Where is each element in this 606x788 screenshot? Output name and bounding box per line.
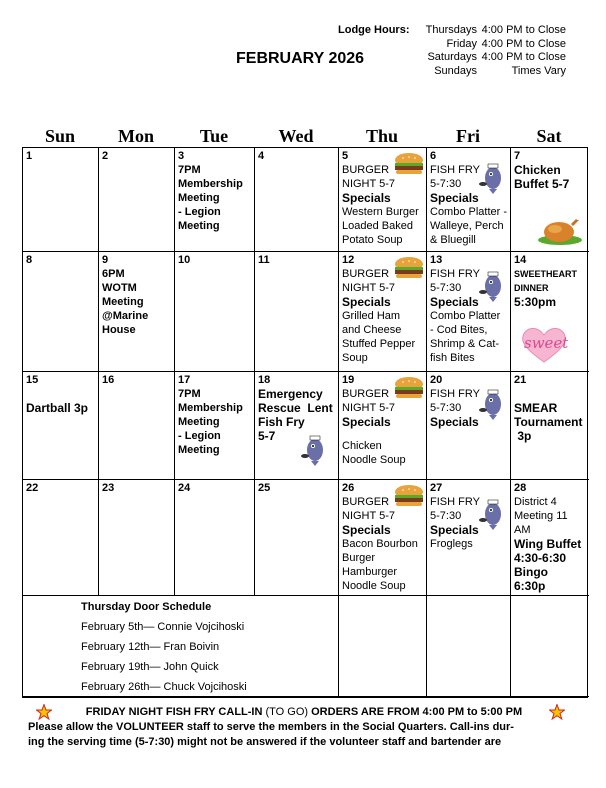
event-text: Fish Fry	[258, 415, 305, 429]
specials-label: Specials	[430, 415, 479, 429]
event-text: 6PM	[102, 268, 125, 280]
event-text: BURGER	[342, 388, 390, 400]
day-cell-3	[175, 148, 255, 252]
special-item: Soup	[342, 352, 368, 364]
day-cell-20	[427, 372, 511, 480]
event-text: House	[102, 324, 136, 336]
day-number: 21	[514, 374, 527, 386]
day-number: 4	[258, 150, 265, 162]
hours-day: Friday	[446, 37, 477, 50]
empty-cell	[339, 596, 427, 697]
day-cell-5	[339, 148, 427, 252]
day-number: 12	[342, 254, 355, 266]
event-text: Chicken	[514, 163, 561, 177]
footer-notice	[28, 705, 574, 750]
special-item: Grilled Ham	[342, 310, 401, 322]
special-item: Western Burger	[342, 206, 419, 218]
day-cell-6	[427, 148, 511, 252]
calendar-grid	[22, 147, 588, 698]
event-text: FISH FRY	[430, 268, 480, 280]
fish-chef-icon	[479, 162, 507, 194]
special-item: Hamburger	[342, 566, 398, 578]
event-text: 7PM	[178, 388, 201, 400]
day-cell-1	[23, 148, 99, 252]
event-text: NIGHT 5-7	[342, 178, 395, 190]
event-text: 5-7	[258, 429, 276, 443]
day-number: 22	[26, 482, 39, 494]
event-text: SMEAR	[514, 401, 558, 415]
special-item: Noodle Soup	[342, 580, 406, 592]
day-cell-15	[23, 372, 99, 480]
event-text: 5-7:30	[430, 510, 462, 522]
event-text: FISH FRY	[430, 496, 480, 508]
event-text: Bingo	[514, 565, 548, 579]
day-number: 8	[26, 254, 33, 266]
specials-label: Specials	[342, 415, 391, 429]
day-number: 5	[342, 150, 349, 162]
day-number: 17	[178, 374, 191, 386]
day-number: 23	[102, 482, 115, 494]
special-item: Shrimp & Cat-	[430, 338, 500, 350]
day-cell-11	[255, 252, 339, 372]
special-item: Combo Platter -	[430, 206, 508, 218]
day-cell-9	[99, 252, 175, 372]
heart-text: sweet	[524, 334, 569, 352]
event-text: 7PM	[178, 164, 201, 176]
event-text: NIGHT 5-7	[342, 510, 395, 522]
event-text: Wing Buffet	[514, 537, 582, 551]
event-text: SWEETHEART	[514, 269, 577, 279]
event-text: Meeting	[178, 416, 220, 428]
day-cell-14	[511, 252, 589, 372]
specials-label: Specials	[342, 295, 391, 309]
heart-icon	[519, 326, 569, 364]
event-text: FISH FRY	[430, 388, 480, 400]
specials-label: Specials	[342, 191, 391, 205]
empty-cell	[511, 596, 589, 697]
day-cell-16	[99, 372, 175, 480]
event-text: Meeting	[102, 296, 144, 308]
special-item: & Bluegill	[430, 234, 476, 246]
door-schedule-item: February 26th— Chuck Vojcihoski	[81, 681, 247, 693]
day-cell-22	[23, 480, 99, 596]
page-title: FEBRUARY 2026	[236, 50, 365, 67]
special-item: Bacon Bourbon	[342, 538, 418, 550]
day-cell-7	[511, 148, 589, 252]
day-number: 18	[258, 374, 271, 386]
footer-to-go: (TO GO)	[265, 706, 309, 718]
day-number: 25	[258, 482, 271, 494]
specials-label: Specials	[430, 191, 479, 205]
day-cell-2	[99, 148, 175, 252]
weekday-tue: Tue	[199, 126, 229, 146]
day-cell-4	[255, 148, 339, 252]
event-text: Buffet 5-7	[514, 177, 570, 191]
hours-time: Times Vary	[511, 64, 566, 77]
day-cell-25	[255, 480, 339, 596]
day-number: 14	[514, 254, 527, 266]
day-number: 26	[342, 482, 355, 494]
burger-icon	[393, 484, 425, 508]
special-item: Loaded Baked	[342, 220, 413, 232]
event-text: Meeting	[178, 220, 220, 232]
day-number: 6	[430, 150, 437, 162]
day-cell-13	[427, 252, 511, 372]
event-text: 6:30p	[514, 579, 546, 593]
day-cell-28	[511, 480, 589, 596]
door-schedule-item: February 12th— Fran Boivin	[81, 641, 220, 653]
event-text: Tournament	[514, 415, 583, 429]
special-item: Chicken	[342, 440, 382, 452]
special-item: - Cod Bites,	[430, 324, 488, 336]
day-cell-21	[511, 372, 589, 480]
event-text: DINNER	[514, 283, 549, 293]
event-text: BURGER	[342, 164, 390, 176]
special-item: Stuffed Pepper	[342, 338, 416, 350]
event-text: 5-7:30	[430, 402, 462, 414]
special-item: Noodle Soup	[342, 454, 406, 466]
event-text: Meeting 11	[514, 510, 568, 522]
event-text: FISH FRY	[430, 164, 480, 176]
footer-line: Please allow the VOLUNTEER staff to serve the members in the Social Quarters. Call-ins dur-	[28, 721, 514, 733]
special-item: Froglegs	[430, 538, 473, 550]
burger-icon	[393, 376, 425, 400]
event-text: Meeting	[178, 444, 220, 456]
event-text: - Legion	[178, 430, 221, 442]
day-cell-18	[255, 372, 339, 480]
event-text: AM	[514, 524, 531, 536]
day-number: 7	[514, 150, 521, 162]
event-text: 5:30pm	[514, 295, 557, 309]
event-text: District 4	[514, 496, 557, 508]
day-number: 11	[258, 254, 270, 266]
weekday-sun: Sun	[44, 126, 76, 146]
hours-day: Thursdays	[425, 24, 477, 36]
door-schedule-cell	[23, 596, 339, 697]
event-text: 3p	[514, 429, 532, 443]
footer-text: FRIDAY NIGHT FISH FRY CALL-IN	[85, 706, 266, 718]
event-text: WOTM	[102, 282, 137, 294]
day-number: 1	[26, 150, 33, 162]
fish-chef-icon	[479, 498, 507, 530]
hours-label: Lodge Hours:	[338, 24, 410, 36]
day-number: 16	[102, 374, 115, 386]
day-number: 9	[102, 254, 109, 266]
event-text: Dartball 3p	[26, 401, 89, 415]
day-number: 3	[178, 150, 185, 162]
day-number: 27	[430, 482, 443, 494]
event-text: Meeting	[178, 192, 220, 204]
door-schedule-title: Thursday Door Schedule	[81, 601, 212, 613]
event-text: 5-7:30	[430, 178, 462, 190]
event-text: 5-7:30	[430, 282, 462, 294]
special-item: Potato Soup	[342, 234, 403, 246]
event-text: NIGHT 5-7	[342, 402, 395, 414]
event-text: @Marine	[102, 310, 149, 322]
burger-icon	[393, 256, 425, 280]
footer-line: ing the serving time (5-7:30) might not be answered if the volunteer staff and bartender are	[28, 736, 502, 748]
event-text: BURGER	[342, 268, 390, 280]
fish-chef-icon	[301, 434, 329, 466]
weekday-wed: Wed	[278, 126, 314, 146]
special-item: Combo Platter	[430, 310, 501, 322]
burger-icon	[393, 152, 425, 176]
day-cell-10	[175, 252, 255, 372]
hours-time: 4:00 PM to Close	[481, 37, 566, 50]
day-number: 24	[178, 482, 191, 494]
day-cell-23	[99, 480, 175, 596]
day-cell-17	[175, 372, 255, 480]
day-number: 19	[342, 374, 355, 386]
specials-label: Specials	[430, 295, 479, 309]
day-cell-8	[23, 252, 99, 372]
event-text: NIGHT 5-7	[342, 282, 395, 294]
day-cell-27	[427, 480, 511, 596]
fish-chef-icon	[479, 270, 507, 302]
event-text: Membership	[178, 402, 243, 414]
weekday-sat: Sat	[536, 126, 562, 146]
day-number: 15	[26, 374, 39, 386]
event-text: - Legion	[178, 206, 221, 218]
weekday-thu: Thu	[365, 126, 399, 146]
lodge-hours	[338, 24, 566, 78]
event-text: BURGER	[342, 496, 390, 508]
specials-label: Specials	[430, 523, 479, 537]
special-item: and Cheese	[342, 324, 402, 336]
special-item: Walleye, Perch	[430, 220, 504, 232]
day-cell-26	[339, 480, 427, 596]
event-text: 4:30-6:30	[514, 551, 567, 565]
day-cell-19	[339, 372, 427, 480]
day-number: 20	[430, 374, 443, 386]
day-cell-24	[175, 480, 255, 596]
day-cell-12	[339, 252, 427, 372]
door-schedule-item: February 5th— Connie Vojcihoski	[81, 621, 245, 633]
event-text: Emergency	[258, 387, 323, 401]
specials-label: Specials	[342, 523, 391, 537]
special-item: fish Bites	[430, 352, 475, 364]
door-schedule-item: February 19th— John Quick	[81, 661, 219, 673]
footer-text: ORDERS ARE FROM 4:00 PM to 5:00 PM	[308, 706, 523, 718]
fish-chef-icon	[479, 388, 507, 420]
special-item: Burger	[342, 552, 376, 564]
hours-day: Sundays	[434, 64, 477, 77]
event-text: Membership	[178, 178, 243, 190]
hours-time: 4:00 PM to Close	[481, 51, 566, 64]
hours-time: 4:00 PM to Close	[481, 24, 566, 36]
fish-fry-callin-notice	[34, 705, 574, 720]
empty-cell	[427, 596, 511, 697]
roast-chicken-icon	[537, 212, 583, 246]
weekday-header	[22, 126, 588, 146]
day-number: 28	[514, 482, 527, 494]
weekday-mon: Mon	[118, 126, 154, 146]
hours-day: Saturdays	[427, 51, 477, 64]
day-number: 13	[430, 254, 443, 266]
day-number: 2	[102, 150, 109, 162]
event-text: Rescue Lent	[258, 401, 333, 415]
weekday-fri: Fri	[456, 126, 480, 146]
day-number: 10	[178, 254, 191, 266]
